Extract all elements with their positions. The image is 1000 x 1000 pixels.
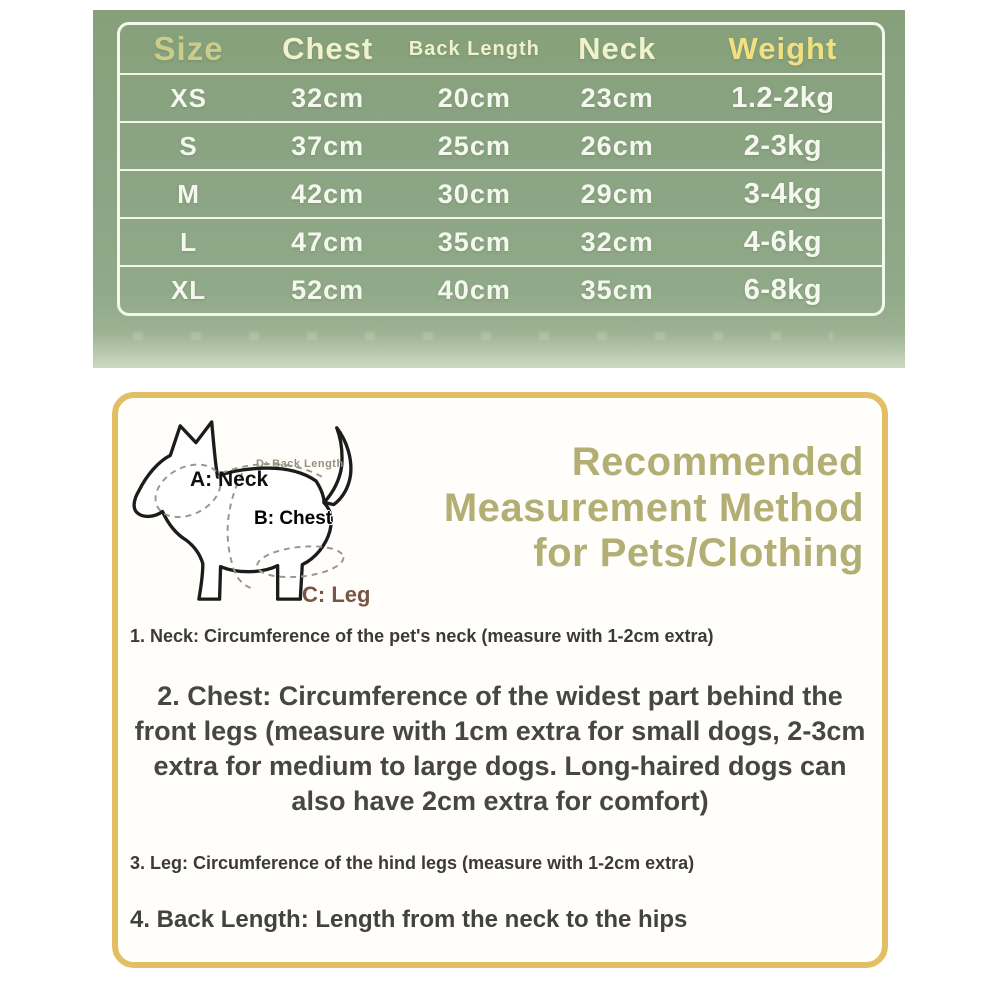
neck-value: 26cm [580, 130, 654, 161]
header-neck: Neck [578, 31, 657, 66]
table-row [120, 121, 882, 169]
table-row [120, 73, 882, 121]
weight-value: 4-6kg [743, 225, 823, 258]
label-chest: B: Chest [254, 508, 333, 529]
neck-value: 29cm [580, 178, 654, 209]
size-value: M [177, 178, 200, 209]
guide-title-line: Recommended [571, 440, 864, 484]
chest-value: 42cm [291, 178, 365, 209]
table-row [120, 217, 882, 265]
size-value: XS [170, 82, 207, 113]
chest-value: 52cm [291, 274, 365, 305]
table-row [120, 169, 882, 217]
size-chart-panel [93, 10, 905, 368]
chest-value: 37cm [291, 130, 365, 161]
header-chest: Chest [282, 31, 374, 66]
header-weight: Weight [728, 31, 838, 66]
weight-value: 1.2-2kg [731, 81, 835, 114]
size-value: L [180, 226, 198, 257]
table-header-row [120, 25, 882, 73]
weight-value: 2-3kg [743, 129, 823, 162]
instruction-chest: 2. Chest: Circumference of the widest part behind the front legs (measure with 1cm extra for small dogs, 2-3cm extra for medium to large dogs. Long-haired dogs can also have 2cm extra for comfort) [134, 681, 866, 817]
guide-title-line: Measurement Method [443, 485, 864, 530]
instruction-neck: 1. Neck: Circumference of the pet's neck (measure with 1-2cm extra) [130, 626, 714, 646]
back-length-value: 40cm [437, 274, 511, 305]
weight-value: 6-8kg [743, 273, 823, 306]
back-length-value: 20cm [437, 82, 511, 113]
label-neck: A: Neck [190, 468, 269, 491]
label-leg: C: Leg [302, 582, 371, 607]
back-length-value: 30cm [437, 178, 511, 209]
back-length-value: 25cm [437, 130, 511, 161]
guide-title [344, 440, 864, 577]
guide-title-line: for Pets/Clothing [533, 531, 864, 576]
label-back-length: D: Back Length [256, 458, 344, 470]
size-value: XL [170, 274, 207, 305]
back-length-value: 35cm [437, 226, 511, 257]
size-table [117, 22, 885, 316]
neck-value: 23cm [580, 82, 654, 113]
header-size: Size [153, 30, 224, 67]
instruction-leg: 3. Leg: Circumference of the hind legs (measure with 1-2cm extra) [130, 853, 695, 873]
header-back-length: Back Length [408, 37, 540, 60]
chest-value: 47cm [291, 226, 365, 257]
panel-texture [133, 332, 833, 340]
weight-value: 3-4kg [743, 177, 823, 210]
measurement-guide-card [112, 392, 888, 968]
size-value: S [179, 130, 198, 161]
neck-value: 32cm [580, 226, 654, 257]
neck-value: 35cm [580, 274, 654, 305]
instruction-back-length: 4. Back Length: Length from the neck to the hips [130, 906, 688, 933]
table-row [120, 265, 882, 313]
chest-value: 32cm [291, 82, 365, 113]
